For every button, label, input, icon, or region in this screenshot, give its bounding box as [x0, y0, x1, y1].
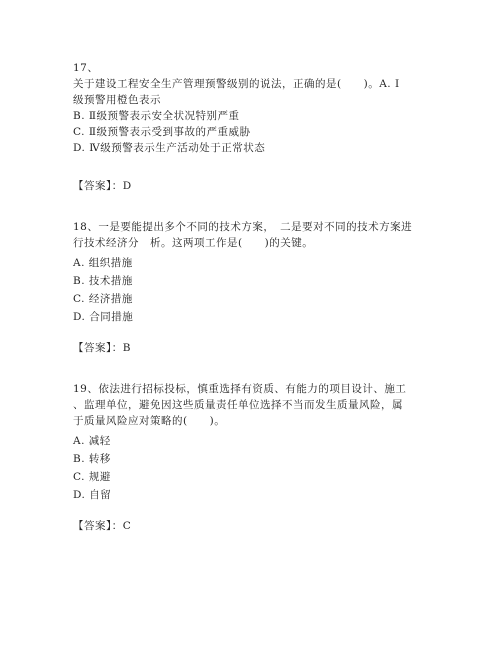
question-stem-line: 18、一是要能提出多个不同的技术方案， 二是要对不同的技术方案进	[73, 221, 413, 233]
options-list	[73, 254, 433, 326]
option-d: D. Ⅳ级预警表示生产活动处于正常状态	[73, 142, 266, 154]
question-19	[73, 381, 433, 504]
question-17	[73, 60, 433, 156]
option-b: B. Ⅱ级预警表示安全状况特别严重	[73, 110, 240, 122]
option-a: A. 减轻	[73, 435, 111, 447]
question-stem-line: 行技术经济分 析。这两项工作是( )的关键。	[73, 237, 314, 249]
option-a: A. 组织措施	[73, 257, 133, 269]
question-stem-line: 关于建设工程安全生产管理预警级别的说法，正确的是( )。A. Ⅰ	[73, 78, 400, 90]
question-stem-line: 19、依法进行招标投标，慎重选择有资质、有能力的项目设计、施工	[73, 383, 407, 395]
question-stem-line: 、监理单位，避免因这些质量责任单位选择不当而发生质量风险，属	[73, 399, 403, 411]
option-c: C. 经济措施	[73, 293, 133, 305]
answer-18: 【答案】：B	[73, 342, 131, 354]
answer-17: 【答案】：D	[73, 180, 132, 192]
option-b: B. 技术措施	[73, 275, 133, 287]
question-number: 17、	[73, 62, 99, 74]
option-d: D. 自留	[73, 489, 112, 501]
option-c: C. Ⅱ级预警表示受到事故的严重威胁	[73, 126, 251, 138]
question-stem-line: 于质量风险应对策略的( )。	[73, 415, 226, 427]
question-18	[73, 219, 433, 326]
option-d: D. 合同措施	[73, 311, 134, 323]
option-c: C. 规避	[73, 471, 111, 483]
answer-19: 【答案】：C	[73, 520, 132, 532]
question-stem-line: 级预警用橙色表示	[73, 94, 161, 106]
options-list	[73, 432, 433, 504]
option-b: B. 转移	[73, 453, 111, 465]
